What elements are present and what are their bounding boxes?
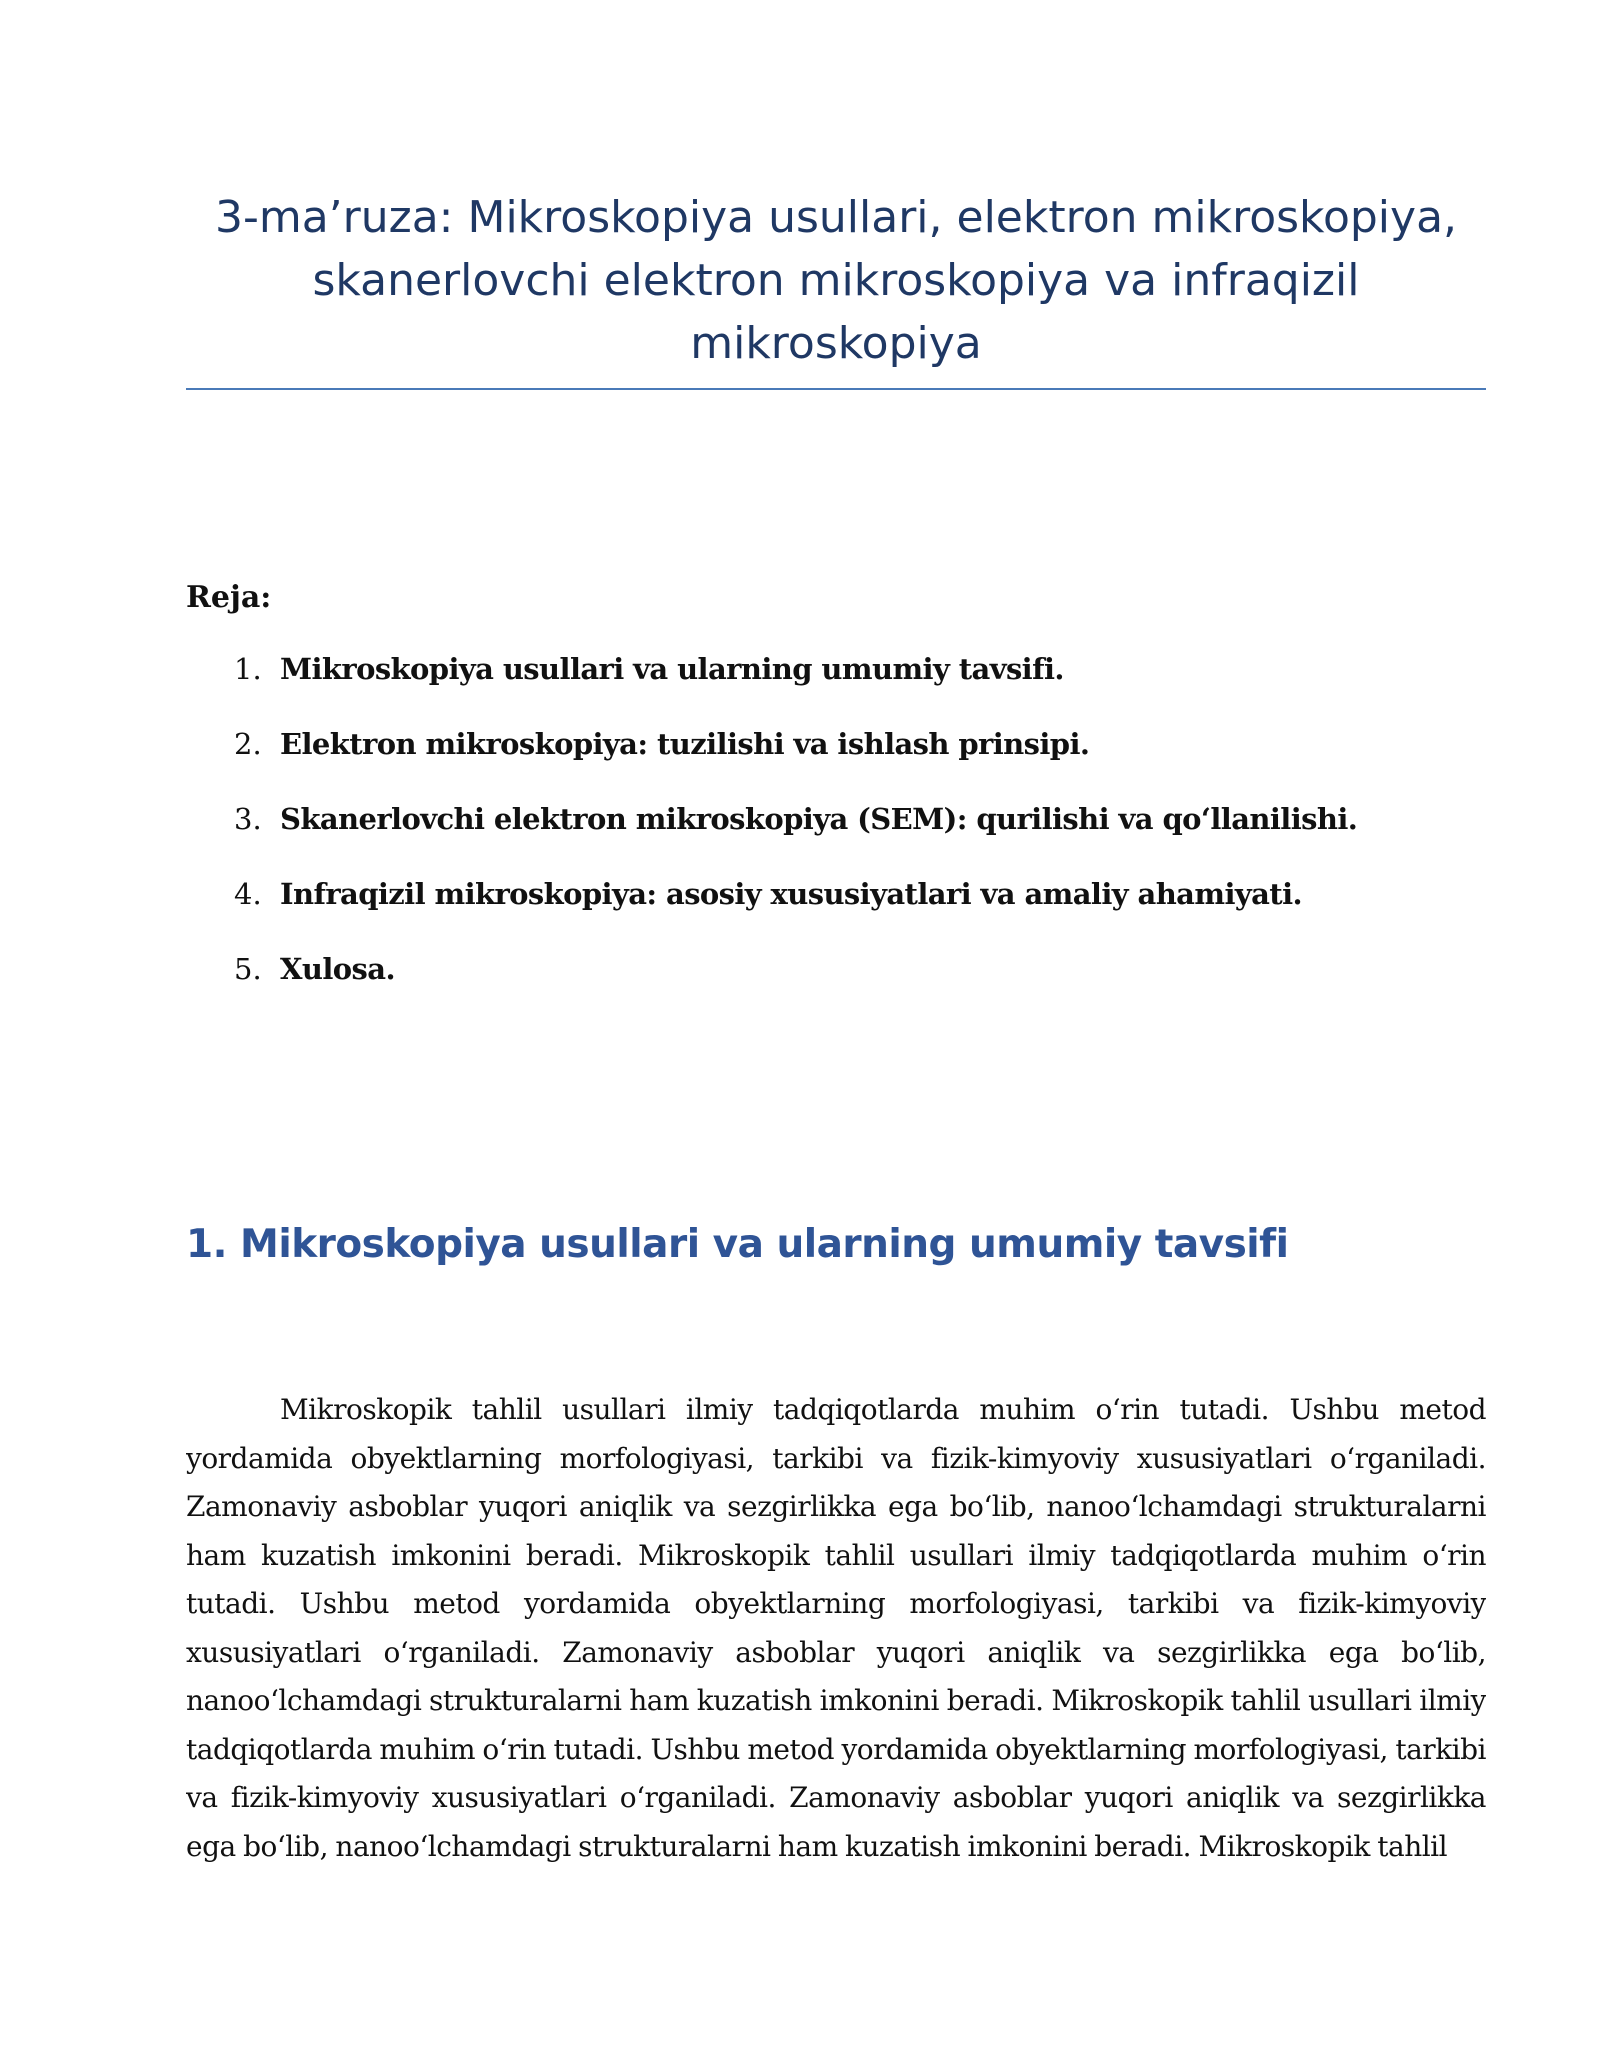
plan-item-text: Infraqizil mikroskopiya: asosiy xususiyatlari va amaliy ahamiyati. xyxy=(280,877,1303,911)
plan-item-text: Mikroskopiya usullari va ularning umumiy tavsifi. xyxy=(280,652,1064,686)
plan-item xyxy=(186,652,1506,727)
plan-item-number: 1. xyxy=(234,652,262,686)
title-line-3: mikroskopiya xyxy=(690,318,982,369)
plan-item-number: 3. xyxy=(234,802,262,836)
plan-label: Reja: xyxy=(186,580,272,615)
title-line-1: 3-ma’ruza: Mikroskopiya usullari, elektron mikroskopiya, xyxy=(214,192,1458,243)
title-line-2: skanerlovchi elektron mikroskopiya va infraqizil xyxy=(312,255,1360,306)
plan-item xyxy=(186,727,1506,802)
title-underline-rule xyxy=(186,388,1486,390)
document-title xyxy=(186,186,1486,375)
section-heading: 1. Mikroskopiya usullari va ularning umumiy tavsifi xyxy=(186,1222,1289,1267)
plan-item xyxy=(186,952,1506,1027)
plan-list xyxy=(186,652,1506,1027)
plan-item-number: 5. xyxy=(234,952,262,986)
plan-item-text: Skanerlovchi elektron mikroskopiya (SEM): qurilishi va qoʻllanilishi. xyxy=(280,802,1358,836)
plan-item-text: Elektron mikroskopiya: tuzilishi va ishlash prinsipi. xyxy=(280,727,1090,761)
plan-item-number: 4. xyxy=(234,877,262,911)
body-paragraph: Mikroskopik tahlil usullari ilmiy tadqiqotlarda muhim oʻrin tutadi. Ushbu metod yordamida obyektlarning morfologiyasi, tarkibi va fizik-kimyoviy xususiyatlari oʻrganiladi. Zamonaviy asboblar yuqori aniqlik va sezgirlikka ega boʻlib, nanooʻlchamdagi strukturalarni ham kuzatish imkonini beradi. Mikroskopik tahlil usullari ilmiy tadqiqotlarda muhim oʻrin tutadi. Ushbu metod yordamida obyektlarning morfologiyasi, tarkibi va fizik-kimyoviy xususiyatlari oʻrganiladi. Zamonaviy asboblar yuqori aniqlik va sezgirlikka ega boʻlib, nanooʻlchamdagi strukturalarni ham kuzatish imkonini beradi. Mikroskopik tahlil usullari ilmiy tadqiqotlarda muhim oʻrin tutadi. Ushbu metod yordamida obyektlarning morfologiyasi, tarkibi va fizik-kimyoviy xususiyatlari oʻrganiladi. Zamonaviy asboblar yuqori aniqlik va sezgirlikka ega boʻlib, nanooʻlchamdagi strukturalarni ham kuzatish imkonini beradi. Mikroskopik tahlil xyxy=(186,1393,1486,1863)
plan-item xyxy=(186,877,1506,952)
plan-item xyxy=(186,802,1506,877)
plan-item-number: 2. xyxy=(234,727,262,761)
plan-item-text: Xulosa. xyxy=(280,952,395,986)
